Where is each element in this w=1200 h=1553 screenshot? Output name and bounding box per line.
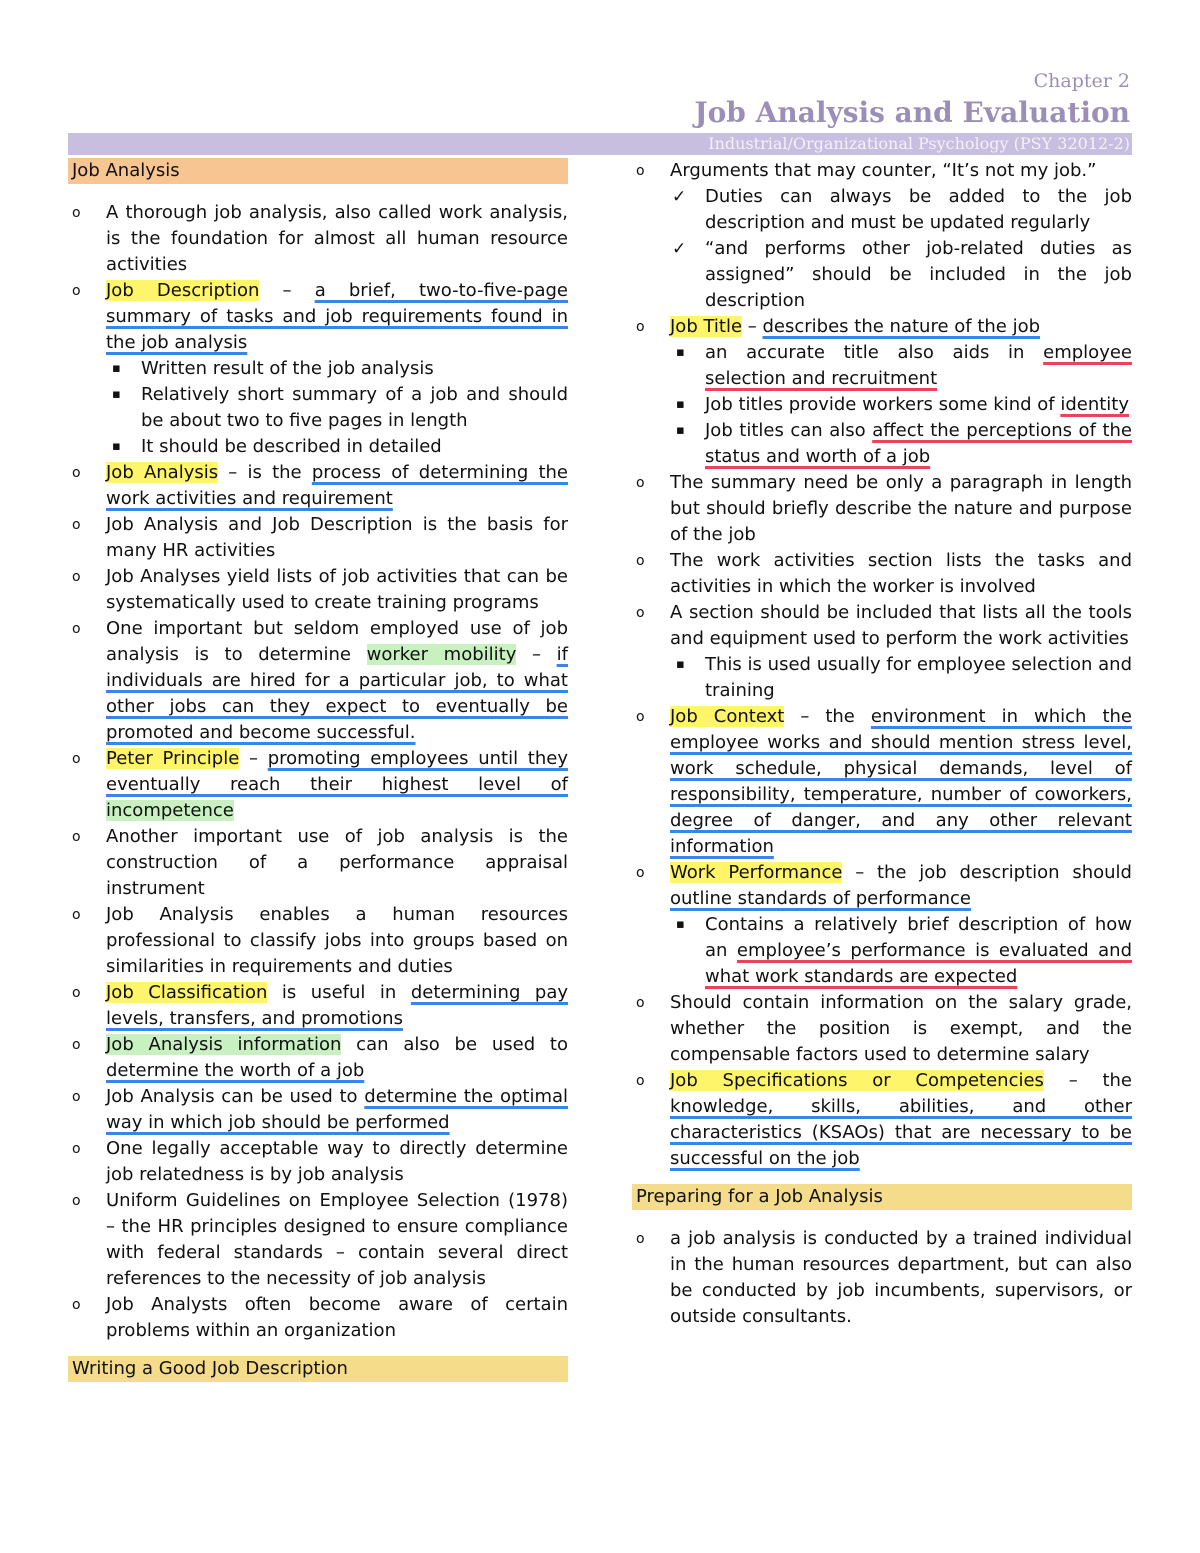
definition-underline: if individuals are hired for a particular job, to what other jobs can they expect to eventually be promoted and become successful. — [106, 644, 568, 743]
sub-list-item: ▪ Written result of the job analysis — [106, 356, 568, 382]
definition-underline: outline standards of performance — [670, 888, 971, 909]
list-item: o One legally acceptable way to directly determine job relatedness is by job analysis — [68, 1136, 568, 1188]
list-item: o Peter Principle – promoting employees until they eventually reach their highest level of incompetence — [68, 746, 568, 824]
list-item: o Work Performance – the job description should outline standards of performance ▪ Contains a relatively brief description of how an employee’s performance is evaluated and what work standards are expected — [632, 860, 1132, 990]
list-item: o Job Analysis and Job Description is the basis for many HR activities — [68, 512, 568, 564]
list-item: o A section should be included that lists all the tools and equipment used to perform the work activities ▪ This is used usually for employee selection and training — [632, 600, 1132, 704]
list-item: o Another important use of job analysis is the construction of a performance appraisal instrument — [68, 824, 568, 902]
list-item: o Job Description – a brief, two-to-five-page summary of tasks and job requirements found in the job analysis ▪ Written result of the job analysis ▪ Relatively short summary of a job and should be about two to five pages in length ▪ It should be described in detailed — [68, 278, 568, 460]
left-column — [68, 158, 568, 1398]
term-highlight: Job Analysis — [106, 462, 219, 483]
check-item: ✓ Duties can always be added to the job description and must be updated regularly — [670, 184, 1132, 236]
list-item: o Job Analysis can be used to determine the optimal way in which job should be performed — [68, 1084, 568, 1136]
list-item: o Job Analysis – is the process of determining the work activities and requirement — [68, 460, 568, 512]
definition-underline: determining pay levels, transfers, and promotions — [106, 982, 569, 1029]
term-highlight: Peter Principle — [106, 748, 240, 769]
check-item: ✓ “and performs other job-related duties as assigned” should be included in the job description — [670, 236, 1132, 314]
preparing-list — [632, 1226, 1132, 1330]
definition-underline: determine the optimal way in which job should be performed — [106, 1086, 569, 1133]
sub-list-item: ▪ Job titles can also affect the perceptions of the status and worth of a job — [670, 418, 1132, 470]
sub-list — [106, 356, 568, 460]
red-underline: employee’s performance is evaluated and what work standards are expected — [705, 940, 1132, 987]
definition-underline: a brief, two-to-five-page summary of tasks and job requirements found in the job analysis — [106, 280, 568, 353]
sub-list-item: ▪ an accurate title also aids in employee selection and recruitment — [670, 340, 1132, 392]
list-item: o Job Classification is useful in determining pay levels, transfers, and promotions — [68, 980, 568, 1032]
term-highlight: Job Specifications or Competencies — [670, 1070, 1044, 1091]
sub-list-item: ▪ It should be described in detailed — [106, 434, 568, 460]
term-highlight: worker mobility — [366, 644, 517, 665]
sub-list — [670, 652, 1132, 704]
term-highlight: incompetence — [106, 800, 234, 821]
section-heading-writing-job-description: Writing a Good Job Description — [68, 1356, 568, 1382]
red-underline: employee selection and recruitment — [705, 342, 1132, 389]
list-item: o Arguments that may counter, “It’s not my job.” ✓ Duties can always be added to the job description and must be updated regularly ✓ “and performs other job-related duties as assigned” should be included in the job description — [632, 158, 1132, 314]
header-chapter: Chapter 2 — [1033, 70, 1130, 92]
term-highlight: Job Classification — [106, 982, 268, 1003]
term-highlight: Job Description — [106, 280, 260, 301]
sub-list-item: ▪ Contains a relatively brief description of how an employee’s performance is evaluated and what work standards are expected — [670, 912, 1132, 990]
list-item: o Job Analysts often become aware of certain problems within an organization — [68, 1292, 568, 1344]
definition-underline: process of determining the work activities and requirement — [106, 462, 568, 509]
term-highlight: Job Title — [670, 316, 743, 337]
definition-underline: promoting employees until they eventually reach their highest level of — [106, 748, 568, 795]
right-column — [632, 158, 1132, 1330]
list-item: o a job analysis is conducted by a trained individual in the human resources department, but can also be conducted by job incumbents, supervisors, or outside consultants. — [632, 1226, 1132, 1330]
sub-list-item: ▪ This is used usually for employee selection and training — [670, 652, 1132, 704]
checklist — [670, 184, 1132, 314]
list-item: o Job Context – the environment in which the employee works and should mention stress level, work schedule, physical demands, level of responsibility, temperature, number of coworkers, degree of danger, and any other relevant information — [632, 704, 1132, 860]
list-item: o Should contain information on the salary grade, whether the position is exempt, and the compensable factors used to determine salary — [632, 990, 1132, 1068]
sub-list — [670, 912, 1132, 990]
job-analysis-list — [68, 200, 568, 1344]
list-item: o A thorough job analysis, also called work analysis, is the foundation for almost all human resource activities — [68, 200, 568, 278]
definition-underline: describes the nature of the job — [762, 316, 1041, 337]
red-underline: affect the perceptions of the status and worth of a job — [705, 420, 1132, 467]
sub-list — [670, 340, 1132, 470]
list-item: o Job Specifications or Competencies – the knowledge, skills, abilities, and other characteristics (KSAOs) that are necessary to be successful on the job — [632, 1068, 1132, 1172]
section-heading-job-analysis: Job Analysis — [68, 158, 568, 184]
term-highlight: Job Analysis information — [106, 1034, 342, 1055]
definition-underline: determine the worth of a job — [106, 1060, 365, 1081]
list-item: o Job Analysis information can also be used to determine the worth of a job — [68, 1032, 568, 1084]
sub-list-item: ▪ Job titles provide workers some kind of identity — [670, 392, 1132, 418]
list-item: o Uniform Guidelines on Employee Selection (1978) – the HR principles designed to ensure compliance with federal standards – contain several direct references to the necessity of job analysis — [68, 1188, 568, 1292]
document-title: Job Analysis and Evaluation — [694, 96, 1130, 129]
term-highlight: Job Context — [670, 706, 785, 727]
list-item: o One important but seldom employed use of job analysis is to determine worker mobility – if individuals are hired for a particular job, to what other jobs can they expect to eventually be promoted and become successful. — [68, 616, 568, 746]
list-item: o Job Analyses yield lists of job activities that can be systematically used to create training programs — [68, 564, 568, 616]
list-item: o The summary need be only a paragraph in length but should briefly describe the nature and purpose of the job — [632, 470, 1132, 548]
job-description-list — [632, 158, 1132, 1172]
list-item: o Job Analysis enables a human resources professional to classify jobs into groups based on similarities in requirements and duties — [68, 902, 568, 980]
list-item: o Job Title – describes the nature of the job ▪ an accurate title also aids in employee selection and recruitment ▪ Job titles provide workers some kind of identity ▪ Job titles can also affect the perceptions of the status and worth of a job — [632, 314, 1132, 470]
red-underline: identity — [1060, 394, 1130, 415]
list-item: o The work activities section lists the tasks and activities in which the worker is involved — [632, 548, 1132, 600]
sub-list-item: ▪ Relatively short summary of a job and should be about two to five pages in length — [106, 382, 568, 434]
section-heading-preparing-job-analysis: Preparing for a Job Analysis — [632, 1184, 1132, 1210]
definition-underline: environment in which the employee works and should mention stress level, work schedule, physical demands, level of responsibility, temperature, number of coworkers, degree of danger, and any other relevant information — [670, 706, 1132, 857]
definition-underline: knowledge, skills, abilities, and other characteristics (KSAOs) that are necessary to be successful on the job — [670, 1096, 1132, 1169]
term-highlight: Work Performance — [670, 862, 843, 883]
course-subtitle: Industrial/Organizational Psychology (PSY 32012-2) — [708, 134, 1130, 153]
